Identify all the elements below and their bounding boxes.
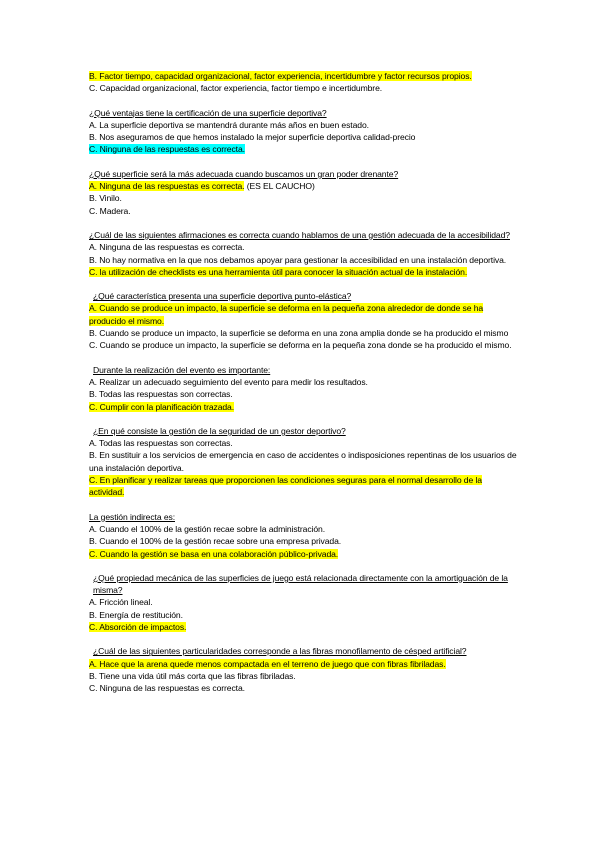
answer-option bbox=[89, 82, 519, 94]
question-block bbox=[89, 229, 519, 278]
answer-option bbox=[89, 70, 519, 82]
answer-option bbox=[89, 143, 519, 155]
answer-option bbox=[89, 131, 519, 143]
question-text: Durante la realización del evento es importante: bbox=[93, 364, 271, 375]
answer-option bbox=[89, 327, 519, 339]
answer-option bbox=[89, 254, 519, 266]
answer-option bbox=[89, 376, 519, 388]
answer-option bbox=[89, 205, 519, 217]
answer-text: C. Ninguna de las respuestas es correcta. bbox=[89, 683, 245, 694]
answer-text: C. Madera. bbox=[89, 205, 131, 216]
answer-text: B. En sustituir a los servicios de emergencia en caso de accidentes o indisposiciones repentinas de los usuarios de una instalación deportiva. bbox=[89, 450, 517, 473]
answer-text: A. Realizar un adecuado seguimiento del evento para medir los resultados. bbox=[89, 376, 368, 387]
answer-option bbox=[89, 621, 519, 633]
answer-text: A. Ninguna de las respuestas es correcta. bbox=[89, 242, 245, 253]
document-page bbox=[89, 70, 519, 694]
question-block bbox=[89, 645, 519, 694]
question-block bbox=[89, 290, 519, 351]
highlighted-answer: C. Cumplir con la planificación trazada. bbox=[89, 401, 235, 412]
answer-option bbox=[89, 302, 519, 327]
answer-note: (ES EL CAUCHO) bbox=[244, 181, 315, 192]
answer-text: B. Tiene una vida útil más corta que las fibras fibriladas. bbox=[89, 670, 296, 681]
highlighted-answer: B. Factor tiempo, capacidad organizacional, factor experiencia, incertidumbre y factor recursos propios. bbox=[89, 71, 472, 81]
answer-option bbox=[89, 609, 519, 621]
answer-text: A. Todas las respuestas son correctas. bbox=[89, 438, 233, 449]
answer-text: B. Cuando se produce un impacto, la superficie se deforma en una zona amplia donde se ha producido el mismo bbox=[89, 328, 509, 339]
highlighted-answer: C. Absorción de impactos. bbox=[89, 621, 187, 632]
answer-option bbox=[89, 658, 519, 670]
answer-option bbox=[89, 266, 519, 278]
answer-option bbox=[89, 339, 519, 351]
highlighted-answer: C. la utilización de checklists es una herramienta útil para conocer la situación actual de la instalación. bbox=[89, 266, 468, 277]
answer-option bbox=[89, 523, 519, 535]
answer-option bbox=[89, 474, 519, 499]
highlighted-answer: C. Cuando la gestión se basa en una colaboración público-privada. bbox=[89, 548, 339, 559]
answer-text: B. No hay normativa en la que nos debamos apoyar para gestionar la accesibilidad en una instalación deportiva. bbox=[89, 254, 507, 265]
answer-option bbox=[89, 180, 519, 192]
question-text: ¿Cuál de las siguientes afirmaciones es correcta cuando hablamos de una gestión adecuada de la accesibilidad? bbox=[89, 229, 510, 240]
question-text: ¿Qué ventajas tiene la certificación de una superficie deportiva? bbox=[89, 107, 327, 118]
answer-text: B. Nos aseguramos de que hemos instalado la mejor superficie deportiva calidad-precio bbox=[89, 132, 416, 143]
answer-option bbox=[89, 388, 519, 400]
question-text: ¿Cuál de las siguientes particularidades corresponde a las fibras monofilamento de césped artificial? bbox=[93, 646, 467, 657]
question-block bbox=[89, 168, 519, 217]
question-block bbox=[89, 572, 519, 633]
answer-text: B. Vinilo. bbox=[89, 193, 122, 204]
question-text: ¿En qué consiste la gestión de la seguridad de un gestor deportivo? bbox=[93, 425, 346, 436]
answer-text: C. Capacidad organizacional, factor experiencia, factor tiempo e incertidumbre. bbox=[89, 83, 383, 94]
question-block bbox=[89, 511, 519, 560]
answer-text: C. Cuando se produce un impacto, la superficie se deforma en la pequeña zona donde se ha producido el mismo. bbox=[89, 340, 512, 351]
question-text: La gestión indirecta es: bbox=[89, 511, 175, 522]
answer-option bbox=[89, 192, 519, 204]
answer-option bbox=[89, 449, 519, 474]
question-block bbox=[89, 425, 519, 499]
answer-option bbox=[89, 596, 519, 608]
answer-option bbox=[89, 535, 519, 547]
question-block bbox=[89, 107, 519, 156]
question-text: ¿Qué característica presenta una superficie deportiva punto-elástica? bbox=[93, 291, 352, 302]
answer-option bbox=[89, 401, 519, 413]
answer-option bbox=[89, 670, 519, 682]
answer-option bbox=[89, 437, 519, 449]
answer-option bbox=[89, 119, 519, 131]
answer-text: A. Cuando el 100% de la gestión recae sobre la administración. bbox=[89, 523, 326, 534]
highlighted-answer: C. En planificar y realizar tareas que proporcionen las condiciones seguras para el normal desarrollo de la actividad. bbox=[89, 475, 482, 498]
highlighted-answer: A. Hace que la arena quede menos compactada en el terreno de juego que con fibras fibriladas. bbox=[89, 658, 446, 669]
answer-text: A. La superficie deportiva se mantendrá durante más años en buen estado. bbox=[89, 119, 369, 130]
answer-option bbox=[89, 241, 519, 253]
question-text: ¿Qué superficie será la más adecuada cuando buscamos un gran poder drenante? bbox=[89, 168, 399, 179]
answer-option bbox=[89, 548, 519, 560]
highlighted-answer: A. Ninguna de las respuestas es correcta. bbox=[89, 181, 245, 192]
question-text: ¿Qué propiedad mecánica de las superficies de juego está relacionada directamente con la amortiguación de la misma? bbox=[93, 572, 508, 596]
options-block bbox=[89, 70, 519, 95]
answer-option bbox=[89, 682, 519, 694]
answer-text: B. Energía de restitución. bbox=[89, 609, 183, 620]
answer-text: B. Todas las respuestas son correctas. bbox=[89, 389, 233, 400]
answer-text: B. Cuando el 100% de la gestión recae sobre una empresa privada. bbox=[89, 536, 342, 547]
answer-text: A. Fricción lineal. bbox=[89, 597, 153, 608]
question-block bbox=[89, 364, 519, 413]
highlighted-answer: A. Cuando se produce un impacto, la superficie se deforma en la pequeña zona alrededor de donde se ha producido el mismo. bbox=[89, 303, 484, 326]
highlighted-answer: C. Ninguna de las respuestas es correcta. bbox=[89, 144, 245, 155]
